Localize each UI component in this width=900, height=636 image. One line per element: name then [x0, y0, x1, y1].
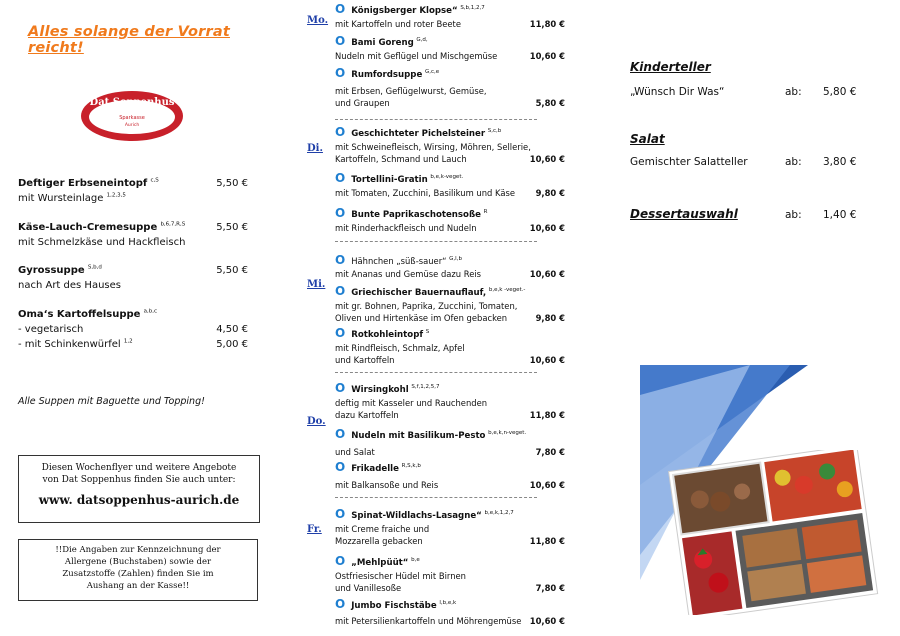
soup-allergens: S,b,d: [87, 264, 102, 271]
dish-price: 10,60 €: [529, 615, 565, 626]
soup-item: [18, 176, 248, 206]
day-label-monday: Mo.: [307, 15, 329, 26]
dish-desc: Oliven und Hirtenkäse im Ofen gebacken: [335, 313, 508, 323]
dish-desc: Nudeln mit Geflügel und Mischgemüse: [335, 50, 498, 61]
soup-option: - mit Schinkenwürfel: [18, 339, 121, 350]
dish-price: 5,80 €: [535, 98, 565, 108]
dish-title: Spinat-Wildlachs-Lasagne“: [351, 511, 482, 521]
soup-desc: mit Wursteinlage: [18, 193, 104, 204]
soup-item: [18, 307, 248, 352]
separator: [335, 497, 537, 498]
info-line: Diesen Wochenflyer und weitere Angebote: [41, 463, 237, 473]
dish-item: [335, 285, 565, 325]
dish-price: 9,80 €: [535, 187, 565, 198]
soup-desc: nach Art des Hauses: [18, 280, 121, 291]
dish-price: 7,80 €: [535, 583, 565, 593]
dish-title: Frikadelle: [351, 464, 399, 474]
kinderteller-item: „Wünsch Dir Was“: [630, 86, 725, 98]
dish-item: [335, 207, 565, 234]
dish-desc: mit Petersilienkartoffeln und Möhrengemüse: [335, 615, 522, 626]
dish-title: Jumbo Fischstäbe: [351, 601, 437, 611]
website-link[interactable]: www. datsoppenhus-aurich.de: [38, 493, 240, 507]
dessert-price: 1,40 €: [823, 209, 857, 221]
dish-price: 7,80 €: [535, 446, 565, 457]
dish-item: [335, 461, 565, 491]
dish-title: Rumfordsuppe: [351, 70, 423, 80]
dish-item: [335, 35, 565, 62]
headline: Alles solange der Vorrat reicht!: [28, 24, 230, 56]
allergen-line: !!Die Angaben zur Kennzeichnung der: [55, 545, 221, 555]
dish-desc: mit Schweinefleisch, Wirsing, Möhren, Sellerie,: [335, 141, 531, 152]
logo-line3: Aurich: [124, 123, 140, 128]
salat-heading: Salat: [630, 132, 665, 146]
dish-price: 11,80 €: [529, 410, 565, 420]
circle-icon: O: [335, 206, 346, 220]
info-line: von Dat Soppenhus finden Sie auch unter:: [42, 475, 236, 485]
circle-icon: O: [335, 381, 346, 395]
soup-name: Gyrossuppe: [18, 265, 85, 276]
soup-option-allergens: 1,2: [123, 338, 133, 345]
dish-price: 10,60 €: [529, 479, 565, 490]
kinderteller-heading: Kinderteller: [630, 60, 711, 74]
dish-title: Königsberger Klopse“: [351, 6, 458, 16]
dish-allergens: b,e: [411, 557, 420, 564]
soup-name: Oma‘s Kartoffelsuppe: [18, 309, 141, 320]
dish-desc: Mozzarella gebacken: [335, 536, 423, 546]
dish-allergens: b,e,k-veget.: [430, 174, 464, 181]
dish-desc: dazu Kartoffeln: [335, 410, 399, 420]
dish-allergens: R,S,k,b: [401, 463, 421, 470]
day-label-wednesday: Mi.: [307, 279, 326, 290]
soup-price: 4,50 €: [216, 324, 248, 335]
dish-desc: mit Ananas und Gemüse dazu Reis: [335, 268, 482, 279]
dish-desc: Ostfriesischer Hüdel mit Birnen: [335, 570, 466, 581]
allergen-box: [18, 539, 258, 601]
dish-desc: mit Rindfleisch, Schmalz, Apfel: [335, 342, 465, 353]
day-label-tuesday: Di.: [307, 143, 323, 154]
soup-allergens: a,b,c: [143, 308, 158, 315]
dish-desc: mit Kartoffeln und roter Beete: [335, 18, 461, 29]
day-label-thursday: Do.: [307, 416, 326, 427]
circle-icon: O: [335, 507, 346, 521]
circle-icon: O: [335, 171, 346, 185]
dessert-heading: Dessertauswahl: [630, 207, 738, 221]
dish-desc: mit Rinderhackfleisch und Nudeln: [335, 222, 477, 233]
dish-price: 10,60 €: [529, 222, 565, 233]
dish-desc: und Vanillesoße: [335, 583, 402, 593]
soup-item: [18, 220, 248, 250]
circle-icon: O: [335, 427, 346, 441]
dish-desc: deftig mit Kasseler und Rauchenden: [335, 397, 488, 408]
dish-title: Geschichteter Pichelsteiner: [351, 129, 486, 139]
dish-allergens: b,e,k,n-veget.: [488, 430, 527, 437]
dish-item: [335, 172, 565, 199]
food-photo-collage: [660, 450, 880, 615]
dish-title: Bami Goreng: [351, 38, 414, 48]
dish-title: Tortellini-Gratin: [351, 175, 428, 185]
day-label-friday: Fr.: [307, 524, 322, 535]
dish-item: [335, 382, 565, 422]
circle-icon: O: [335, 326, 346, 340]
salat-price: 3,80 €: [823, 156, 857, 168]
dish-allergens: G,l,b: [449, 256, 462, 263]
dish-desc: mit Balkansoße und Reis: [335, 479, 439, 490]
dish-allergens: R: [483, 209, 488, 216]
allergen-line: Allergene (Buchstaben) sowie der: [64, 557, 212, 567]
dish-desc: Kartoffeln, Schmand und Lauch: [335, 154, 467, 164]
circle-icon: O: [335, 2, 346, 16]
soup-allergens: c,S: [150, 177, 159, 184]
dish-allergens: b,e,k -veget.-: [488, 287, 526, 294]
price-prefix: ab:: [785, 156, 802, 168]
dish-price: 9,80 €: [535, 313, 565, 323]
dish-allergens: S: [425, 329, 430, 336]
soup-name: Käse-Lauch-Cremesuppe: [18, 222, 158, 233]
dish-desc: mit Erbsen, Geflügelwurst, Gemüse,: [335, 85, 487, 96]
salat-section: [630, 132, 860, 170]
kinderteller-section: [630, 60, 860, 100]
dish-title: Wirsingkohl: [351, 385, 409, 395]
dish-price: 10,60 €: [529, 268, 565, 279]
circle-icon: O: [335, 66, 346, 80]
logo-title: Dat Soppenhus: [89, 97, 175, 108]
dish-allergens: b,e,k,1,2,7: [484, 510, 514, 517]
soppenhus-logo: [80, 90, 184, 142]
soup-price: 5,50 €: [216, 178, 248, 189]
dish-price: 10,60 €: [529, 154, 565, 164]
kinderteller-price: 5,80 €: [823, 86, 857, 98]
dish-item: [335, 126, 565, 166]
circle-icon: O: [335, 460, 346, 474]
dish-title: „Mehlpüüt“: [351, 558, 409, 568]
dish-desc: und Graupen: [335, 98, 390, 108]
price-prefix: ab:: [785, 86, 802, 98]
dish-price: 11,80 €: [529, 536, 565, 546]
dish-allergens: G,c,e: [424, 69, 440, 76]
dish-title: Rotkohleintopf: [351, 330, 424, 340]
soup-desc: mit Schmelzkäse und Hackfleisch: [18, 237, 186, 248]
dish-allergens: S,b,1,2,7: [460, 5, 485, 12]
soup-note: Alle Suppen mit Baguette und Topping!: [18, 396, 205, 407]
soup-option: - vegetarisch: [18, 324, 84, 335]
dish-title: Nudeln mit Basilikum-Pesto: [351, 431, 486, 441]
circle-icon: O: [335, 597, 346, 611]
dish-item: [335, 555, 565, 595]
dish-title: Bunte Paprikaschotensoße: [351, 210, 481, 220]
separator: [335, 372, 537, 373]
soup-desc-allergens: 1,2,3,5: [106, 192, 126, 199]
soup-price: 5,50 €: [216, 265, 248, 276]
circle-icon: O: [335, 554, 346, 568]
allergen-line: Aushang an der Kasse!!: [86, 581, 190, 591]
soup-name: Deftiger Erbseneintopf: [18, 178, 148, 189]
dish-allergens: G,d,: [416, 37, 428, 44]
dish-title: Griechischer Bauernauflauf,: [351, 288, 487, 298]
dish-desc: mit Tomaten, Zucchini, Basilikum und Käse: [335, 187, 515, 198]
soup-item: [18, 263, 248, 293]
allergen-line: Zusatzstoffe (Zahlen) finden Sie im: [62, 569, 214, 579]
price-prefix: ab:: [785, 209, 802, 221]
dish-price: 11,80 €: [529, 18, 565, 29]
dish-item: [335, 327, 565, 367]
circle-icon: O: [335, 34, 346, 48]
logo-line2: Sparkasse: [119, 115, 145, 121]
dish-price: 10,60 €: [529, 355, 565, 365]
soup-price: 5,50 €: [216, 222, 248, 233]
dish-allergens: S,f,1,2,5,7: [411, 384, 440, 391]
circle-icon: O: [335, 253, 346, 267]
dish-item: [335, 508, 565, 548]
separator: [335, 119, 537, 120]
dish-item: [335, 254, 565, 280]
soup-allergens: b,6,7,R,S: [160, 221, 186, 228]
salat-item: Gemischter Salatteller: [630, 156, 748, 168]
dish-allergens: l,b,e,k: [439, 600, 457, 607]
separator: [335, 241, 537, 242]
dish-desc: und Kartoffeln: [335, 355, 395, 365]
dish-item: [335, 598, 565, 627]
dish-desc: und Salat: [335, 446, 375, 457]
circle-icon: O: [335, 284, 346, 298]
soup-price: 5,00 €: [216, 339, 248, 350]
dish-item: [335, 67, 565, 110]
info-box: [18, 455, 260, 523]
circle-icon: O: [335, 125, 346, 139]
dish-allergens: S,c,b: [487, 128, 502, 135]
dessert-section: [630, 207, 860, 225]
dish-item: [335, 428, 565, 458]
dish-price: 10,60 €: [529, 50, 565, 61]
dish-item: [335, 3, 565, 30]
dish-title: Hähnchen „süß-sauer“: [351, 256, 447, 266]
dish-desc: mit gr. Bohnen, Paprika, Zucchini, Tomaten,: [335, 300, 518, 311]
dish-desc: mit Creme fraiche und: [335, 523, 430, 534]
